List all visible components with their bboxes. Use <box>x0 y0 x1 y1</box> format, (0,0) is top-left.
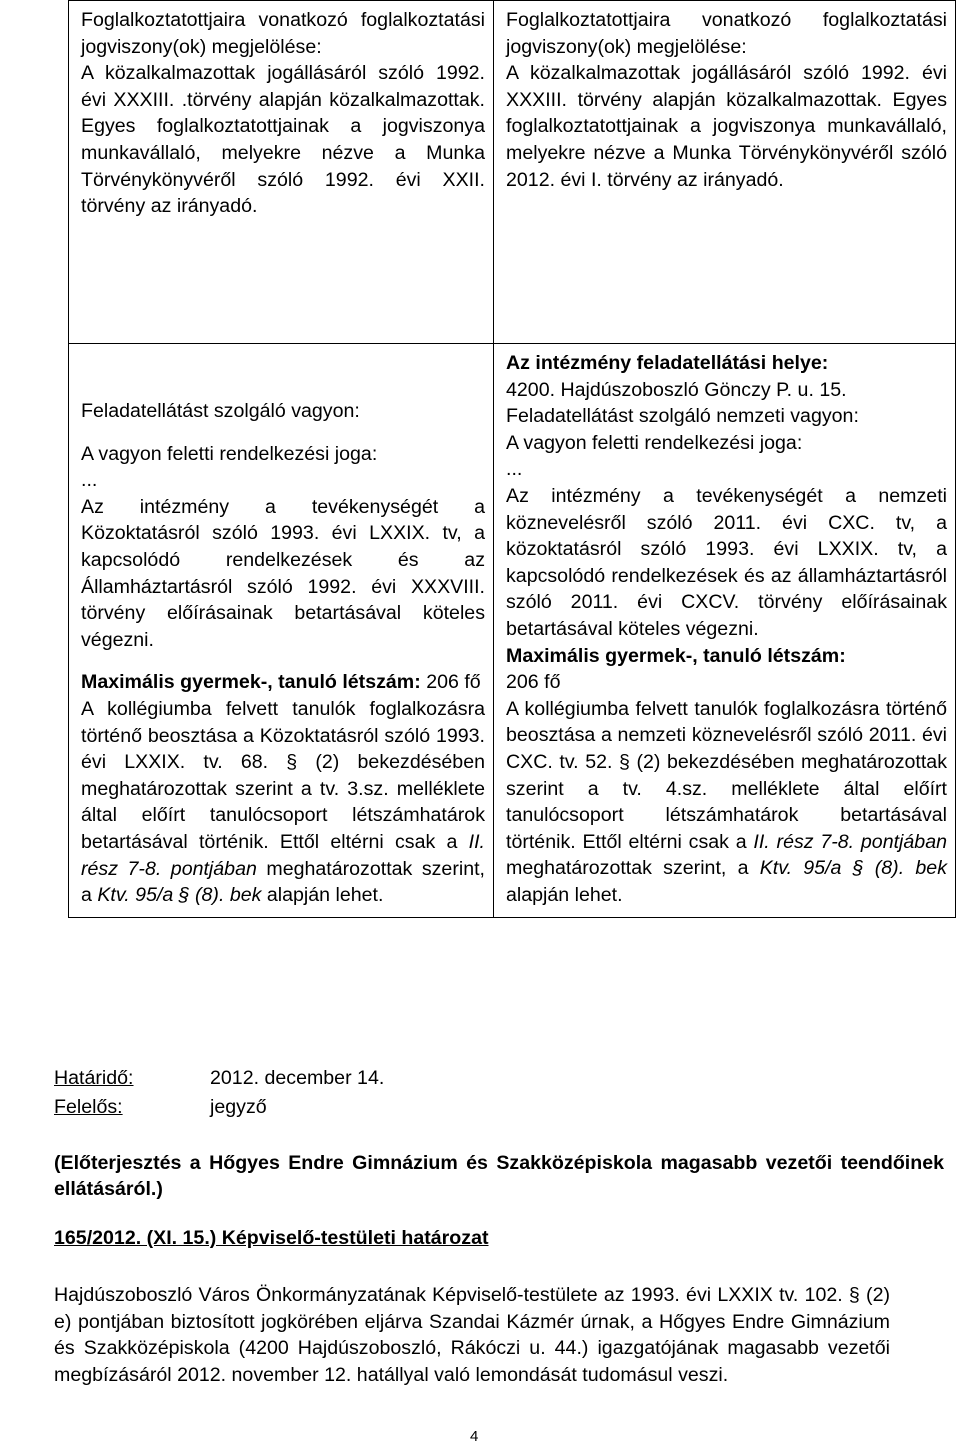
deadline-label: Határidő: <box>54 1067 134 1089</box>
cell-row1-right <box>494 1 956 344</box>
employment-heading-left: Foglalkoztatottjaira vonatkozó foglalkoztatási jogviszony(ok) megjelölése: <box>81 9 485 58</box>
rights-label-left: A vagyon feletti rendelkezési joga: <box>81 442 378 465</box>
dots-right: ... <box>506 458 523 481</box>
resolution-text: Hajdúszoboszló Város Önkormányzatának Képviselő-testülete az 1993. évi LXXIX tv. 102. § (2) e) pontjában biztosított jogkörében eljárva Szandai Kázmér úrnak, a Hőgyes Endre Gimnázium és Szakközépiskola (4200 Hajdúszoboszló, Rákóczi u. 44.) igazgatójának magasabb vezetői megbízásáról 2012. november 12. hatállyal való lemondását tudomásul veszi. <box>54 1284 890 1386</box>
rights-text-right: Az intézmény a tevékenységét a nemzeti köznevelésről szóló 2011. évi CXC. tv, a közoktatásról szóló 1993. évi LXXIX. tv, a kapcsolódó rendelkezések és az államháztartásról szóló 2011. évi CXCV. törvény előírásainak betartásával köteles végezni. <box>506 484 947 640</box>
responsible-value: jegyző <box>210 1096 267 1118</box>
comparison-table <box>68 0 956 918</box>
max-label-left: Maximális gyermek-, tanuló létszám: <box>81 671 421 694</box>
max-value-left: 206 fő <box>420 671 481 694</box>
assets-label-right: Feladatellátást szolgáló nemzeti vagyon: <box>506 405 859 428</box>
cell-row2-right <box>494 344 956 918</box>
responsible-label: Felelős: <box>54 1096 123 1118</box>
max-value-right: 206 fő <box>506 671 561 694</box>
dorm-text-right-part2: meghatározottak szerint, a <box>506 857 760 880</box>
dorm-text-left-part1: A kollégiumba felvett tanulók foglalkozásra történő beosztása a Közoktatásról szóló 1993. évi LXXIX. tv. 68. § (2) bekezdésében meghatározottak szerint a tv. 3.sz. melléklete által előírt tanulócsoport létszámhatárok betartásával történik. Ettől eltérni csak a <box>81 697 485 853</box>
dorm-italic-right-part1: II. rész 7-8. pontjában <box>753 830 947 853</box>
dorm-text-left <box>81 696 485 909</box>
dorm-text-left-part3: alapján lehet. <box>261 884 384 907</box>
rights-text-left: Az intézmény a tevékenységét a Közoktatásról szóló 1993. évi LXXIX. tv, a kapcsolódó rendelkezések és az Államháztartásról szóló 1992. évi XXXVIII. törvény előírásainak betartásával köteles végezni. <box>81 495 485 651</box>
dorm-text-left-part2: meghatározottak szerint, a <box>81 857 485 907</box>
dorm-text-right-part3: alapján lehet. <box>506 883 623 906</box>
assets-label-left: Feladatellátást szolgáló vagyon: <box>81 400 360 422</box>
deadline-line <box>54 1066 384 1090</box>
dots-left: ... <box>81 469 98 492</box>
dorm-italic-left-part1: II. rész 7-8. pontjában <box>81 830 485 880</box>
dorm-italic-left-part2: Ktv. 95/a § (8). bek <box>97 884 262 907</box>
location-value-right: 4200. Hajdúszoboszló Gönczy P. u. 15. <box>506 378 847 401</box>
resolution-number: 165/2012. (XI. 15.) Képviselő-testületi határozat <box>54 1227 489 1249</box>
responsible-line <box>54 1095 267 1119</box>
location-label-right: Az intézmény feladatellátási helye: <box>506 352 829 374</box>
max-headcount-left <box>81 669 485 696</box>
dorm-italic-right-part2: Ktv. 95/a § (8). bek <box>759 857 947 880</box>
cell-row2-left <box>69 344 494 918</box>
deadline-value: 2012. december 14. <box>210 1067 385 1089</box>
submission-title: (Előterjesztés a Hőgyes Endre Gimnázium és Szakközépiskola magasabb vezetői teendőinek ellátásáról.) <box>54 1152 944 1200</box>
page-number: 4 <box>470 1428 479 1445</box>
dorm-text-right-part1: A kollégiumba felvett tanulók foglalkozásra történő beosztása a nemzeti köznevelésről szóló 2011. évi CXC. tv. 52. § (2) bekezdésében meghatározottak szerint a tv. 4.sz. melléklete által előírt tanulócsoport létszámhatárok betartásával történik. Ettől eltérni csak a <box>506 697 947 853</box>
max-label-right: Maximális gyermek-, tanuló létszám: <box>506 644 846 667</box>
employment-text-left: A közalkalmazottak jogállásáról szóló 1992. évi XXXIII. .törvény alapján közalkalmazottak. Egyes foglalkoztatottjainak a jogviszonya munkavállaló, melyekre nézve a Munka Törvénykönyvéről szóló 1992. évi XXII. törvény az irányadó. <box>81 62 485 218</box>
employment-text-right: A közalkalmazottak jogállásáról szóló 1992. évi XXXIII. törvény alapján közalkalmazottak. Egyes foglalkoztatottjainak a jogviszonya munkavállaló, melyekre nézve a Munka Törvénykönyvéről szóló 2012. évi I. törvény az irányadó. <box>506 62 947 191</box>
table-row <box>69 1 956 344</box>
dorm-text-right <box>506 696 947 909</box>
table-row <box>69 344 956 918</box>
employment-heading-right: Foglalkoztatottjaira vonatkozó foglalkoztatási jogviszony(ok) megjelölése: <box>506 9 947 58</box>
rights-label-right: A vagyon feletti rendelkezési joga: <box>506 431 803 454</box>
cell-row1-left <box>69 1 494 344</box>
